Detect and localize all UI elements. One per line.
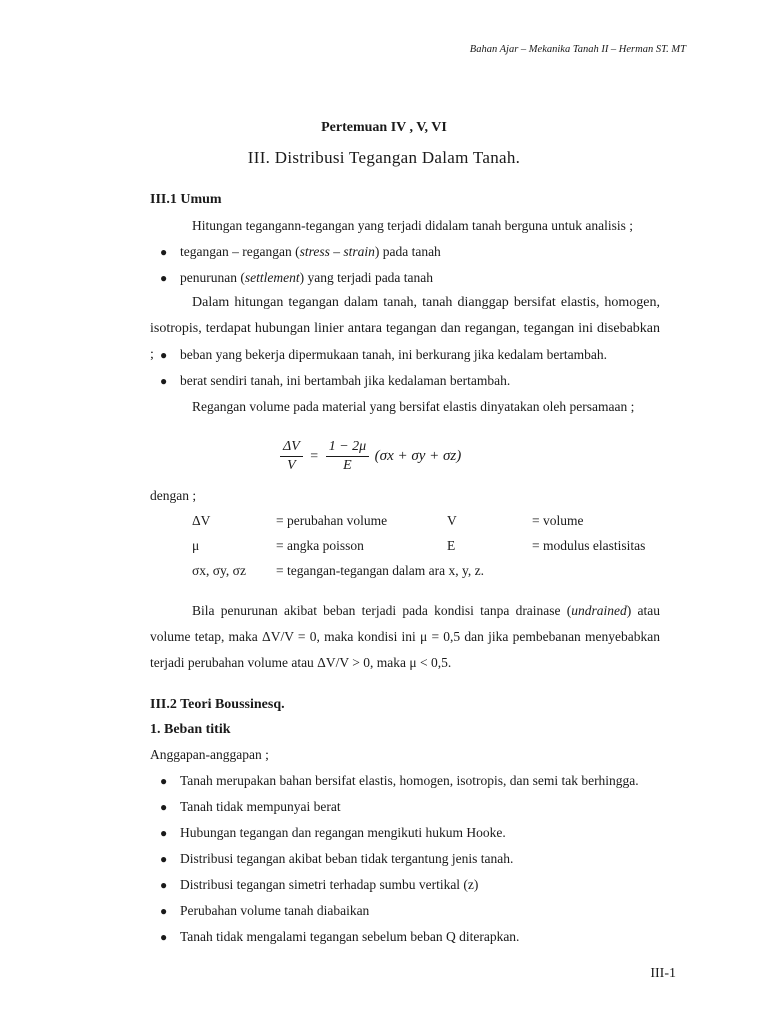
running-header: Bahan Ajar – Mekanika Tanah II – Herman ST. MT — [469, 44, 686, 55]
paragraph-italic: undrained — [571, 603, 627, 618]
formula-rhs-numerator: 1 − 2μ — [326, 438, 369, 457]
def-text: = tegangan-tegangan dalam ara x, y, z. — [276, 563, 485, 578]
formula-lhs-denominator: V — [287, 458, 296, 473]
bullet-text: Distribusi tegangan akibat beban tidak tergantung jenis tanah. — [180, 851, 514, 866]
bullet-text-before: penurunan ( — [180, 270, 245, 285]
bullet-icon: ● — [160, 800, 168, 814]
def-text-2: = volume — [532, 513, 584, 528]
formula-stress-sum: (σx + σy + σz) — [374, 447, 462, 464]
bullet-text: berat sendiri tanah, ini bertambah jika kedalaman bertambah. — [180, 373, 511, 388]
def-text: = angka poisson — [276, 538, 364, 553]
meeting-title: Pertemuan IV , V, VI — [321, 120, 447, 135]
list-item — [160, 347, 607, 363]
paragraph-elastic: Dalam hitungan tegangan dalam tanah, tanah dianggap bersifat elastis, homogen, isotropis, terdapat hubungan linier antara tegangan dan regangan, tegangan ini disebabkan ; — [150, 295, 660, 362]
formula-lhs-numerator: ΔV — [280, 438, 303, 457]
bullet-icon: ● — [160, 774, 168, 788]
bullet-text-after: ) yang terjadi pada tanah — [299, 270, 434, 285]
dengan-label: dengan ; — [150, 488, 197, 503]
bullet-icon: ● — [160, 271, 168, 285]
formula-lhs-fraction — [280, 438, 303, 475]
list-item — [160, 270, 433, 286]
list-item — [160, 851, 513, 867]
bullet-text: Hubungan tegangan dan regangan mengikuti hukum Hooke. — [180, 825, 506, 840]
bullet-icon: ● — [160, 852, 168, 866]
chapter-title: III. Distribusi Tegangan Dalam Tanah. — [247, 148, 521, 167]
def-symbol: σx, σy, σz — [192, 563, 246, 578]
bullet-icon: ● — [160, 826, 168, 840]
section-heading-umum: III.1 Umum — [150, 192, 222, 207]
list-item — [160, 373, 510, 389]
list-item — [160, 825, 506, 841]
subsection-heading-point-load: 1. Beban titik — [150, 722, 231, 737]
bullet-text: Perubahan volume tanah diabaikan — [180, 903, 370, 918]
assumptions-lead: Anggapan-anggapan ; — [150, 747, 269, 762]
bullet-icon: ● — [160, 878, 168, 892]
bullet-icon: ● — [160, 245, 168, 259]
def-symbol-2: V — [447, 513, 457, 528]
bullet-text: Tanah tidak mempunyai berat — [180, 799, 341, 814]
list-item — [160, 773, 639, 789]
section-heading-boussinesq: III.2 Teori Boussinesq. — [150, 697, 285, 712]
undrained-paragraph — [150, 598, 660, 676]
bullet-text: Distribusi tegangan simetri terhadap sumbu vertikal (z) — [180, 877, 479, 892]
paragraph-text: Bila penurunan akibat beban terjadi pada kondisi tanpa drainase ( — [192, 603, 572, 618]
bullet-icon: ● — [160, 374, 168, 388]
volume-strain-paragraph: Regangan volume pada material yang bersifat elastis dinyatakan oleh persamaan ; — [192, 399, 635, 414]
formula-equals: = — [310, 448, 319, 464]
list-item — [160, 799, 341, 815]
bullet-icon: ● — [160, 904, 168, 918]
def-text: = perubahan volume — [276, 513, 388, 528]
page-number: III-1 — [650, 966, 676, 981]
bullet-text-italic: stress – strain — [299, 244, 375, 259]
paragraph-text: ) atau volume tetap, maka ΔV/V = 0, maka kondisi ini μ = 0,5 dan jika pembebanan menyebabkan terjadi perubahan volume atau ΔV/V > 0, maka μ < 0,5. — [150, 603, 661, 670]
bullet-text-after: ) pada tanah — [374, 244, 441, 259]
list-item — [160, 244, 441, 260]
bullet-text: Tanah tidak mengalami tegangan sebelum beban Q diterapkan. — [180, 929, 520, 944]
bullet-text: Tanah merupakan bahan bersifat elastis, homogen, isotropis, dan semi tak berhingga. — [180, 773, 639, 788]
def-text-2: = modulus elastisitas — [532, 538, 646, 553]
bullet-icon: ● — [160, 930, 168, 944]
volume-strain-formula — [280, 438, 461, 475]
intro-paragraph: Hitungan tegangann-tegangan yang terjadi didalam tanah berguna untuk analisis ; — [192, 218, 633, 233]
list-item — [160, 903, 369, 919]
def-symbol: μ — [192, 538, 200, 553]
formula-rhs-denominator: E — [343, 458, 352, 473]
bullet-text: beban yang bekerja dipermukaan tanah, ini berkurang jika kedalam bertambah. — [180, 347, 607, 362]
bullet-text-before: tegangan – regangan ( — [180, 244, 300, 259]
bullet-text-italic: settlement — [244, 270, 300, 285]
list-item — [160, 877, 478, 893]
list-item — [160, 929, 519, 945]
formula-rhs-fraction — [326, 438, 369, 475]
def-symbol-2: E — [447, 538, 456, 553]
bullet-icon: ● — [160, 348, 168, 362]
def-symbol: ΔV — [192, 513, 211, 528]
